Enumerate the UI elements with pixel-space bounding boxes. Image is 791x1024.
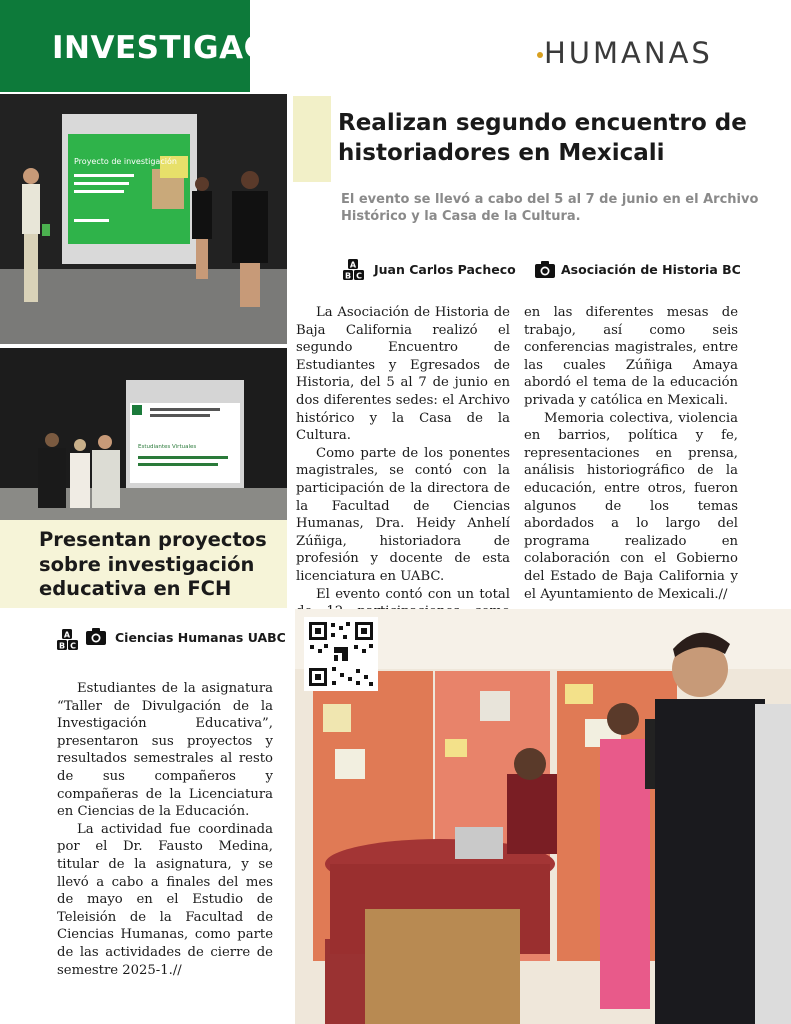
article1-paragraph: El evento contó con un total (316, 586, 510, 602)
article2-paragraph: La actividad fue coordinada por el Dr. Fausto Medina, titular de la asignatura, y se llevó a cabo a finales del mes de mayo en el Estudio de Teleisión de la Facultad de Ciencias Humanas, como parte de las actividades de cierre de semestre 2025-1.// (57, 821, 273, 978)
article1-paragraph: Memoria colectiva, violencia en barrios, política y fe, representaciones en prensa, análisis historiográfico de la educación, entre otros, fueron algunos de los temas abordados a lo largo del programa realizado en colaboración con el Gobierno del Estado de Baja California y el Ayuntamiento de Mexicali.// (524, 410, 738, 602)
article1-author: Juan Carlos Pacheco (374, 262, 516, 277)
svg-text:B: B (344, 271, 352, 281)
logo-text: HUMANAS (544, 36, 713, 70)
section-title: INVESTIGACIÓN (52, 30, 333, 66)
article1-column-1 (296, 304, 510, 638)
article2-credit: Ciencias Humanas UABC (115, 630, 286, 645)
article2-paragraph: Estudiantes de la asignatura “Taller de Divulgación de la Investigación Educativa”, presentaron sus proyectos y resultados semestrales al resto de sus compañeros y compañeras de la Licenciatura en Ciencias de la Educación. (57, 681, 273, 820)
logo-dot-icon (537, 52, 543, 58)
slide2-title: Estudiantes Virtuales (138, 444, 197, 450)
camera-icon (86, 628, 106, 645)
abc-blocks-icon (343, 259, 365, 281)
article1-paragraph: La Asociación de Historia de Baja California realizó el segundo Encuentro de Estudiantes y Egresados de Historia, del 5 al 7 de junio en dos diferentes sedes: el Archivo histórico y la Casa de la Cultura. (296, 305, 510, 444)
article2-body (57, 680, 273, 979)
qr-code[interactable] (304, 617, 378, 691)
svg-text:C: C (356, 271, 362, 281)
camera-icon (535, 261, 555, 278)
article1-photo-credit: Asociación de Historia BC (561, 262, 741, 277)
article1-paragraph: en las diferentes mesas de trabajo, así como seis conferencias magistrales, entre las cuales Zúñiga Amaya abordó el tema de la educación privada y católica en Mexicali. (524, 305, 738, 408)
svg-text:C: C (70, 641, 76, 651)
article2-headline: Presentan proyectos sobre investigación educativa en FCH (39, 528, 267, 600)
slide1-title: Proyecto de investigación (74, 157, 177, 166)
svg-text:A: A (63, 630, 71, 640)
article1-paragraph: Como parte de los ponentes magistrales, se contó con la participación de la directora de la Facultad de Ciencias Humanas, Dra. Heidy Anhelí Zúñiga, historiadora de profesión y docente de esta licenciatura en UABC. (296, 445, 510, 584)
svg-text:A: A (349, 260, 357, 270)
svg-text:B: B (58, 641, 66, 651)
headline1-accent-bar (293, 96, 331, 182)
photo-project-presentation (0, 94, 287, 344)
article1-headline: Realizan segundo encuentro de historiadores en Mexicali (338, 110, 747, 166)
abc-blocks-icon (57, 629, 79, 651)
humanas-logo[interactable] (537, 36, 713, 70)
article1-subtitle: El evento se llevó a cabo del 5 al 7 de junio en el Archivo Histórico y la Casa de la Cultura. (341, 192, 759, 224)
photo-education-students (0, 348, 287, 520)
article1-column-2 (524, 304, 738, 603)
